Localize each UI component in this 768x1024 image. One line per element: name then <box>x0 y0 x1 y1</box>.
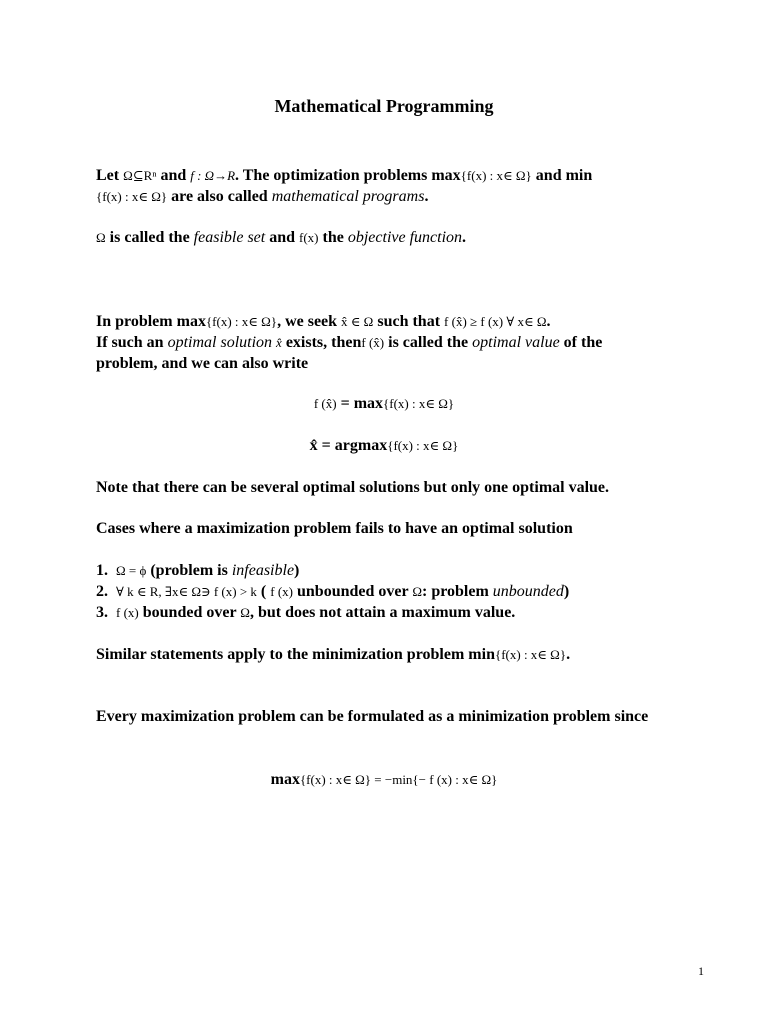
math-fx: f (x) <box>116 605 139 620</box>
text-problem: : problem <box>421 583 489 600</box>
math-function-expr: f : Ω→R <box>190 168 236 183</box>
text-no-maximum: , but does not attain a maximum value. <box>249 604 516 621</box>
term-objective-function: objective function <box>347 229 463 246</box>
text-in-problem-max: In problem max <box>96 313 206 330</box>
math-max: max <box>270 771 300 788</box>
paragraph-cases-intro: Cases where a maximization problem fails to have an optimal solution <box>96 520 573 537</box>
term-optimal-value: optimal value <box>472 334 560 351</box>
text-bounded-over: bounded over <box>142 604 237 621</box>
paragraph-feasible-set <box>96 228 466 248</box>
text-problem-is: (problem is <box>150 562 228 579</box>
paragraph-let-line1 <box>96 166 592 186</box>
text-period: . <box>462 229 467 246</box>
text-of-the: of the <box>563 334 603 351</box>
math-fx: f(x) <box>299 230 319 245</box>
math-omega: Ω <box>412 584 422 599</box>
text-and-min: and min <box>535 167 593 184</box>
text-we-seek: , we seek <box>277 313 338 330</box>
math-max-expr: {f(x) : x∈ Ω} <box>460 168 532 183</box>
math-min-expr: {f(x) : x∈ Ω} <box>96 189 168 204</box>
list-item-case-2 <box>96 582 569 602</box>
page-number: 1 <box>698 964 704 978</box>
equation-max <box>0 394 768 414</box>
text-similar-statements: Similar statements apply to the minimization problem min <box>96 646 495 663</box>
math-max-set: {f(x) : x∈ Ω} <box>383 396 455 411</box>
paragraph-optimal-line1 <box>96 333 602 353</box>
math-xhat: x̂ <box>276 335 282 350</box>
text-if-such-an: If such an <box>96 334 164 351</box>
math-omega: Ω <box>96 230 106 245</box>
math-omega: Ω <box>240 605 250 620</box>
math-max-min-identity: {f(x) : x∈ Ω} = −min{− f (x) : x∈ Ω} <box>299 772 498 787</box>
text-let: Let <box>96 167 120 184</box>
math-set-expr: Ω⊆Rⁿ <box>123 168 157 183</box>
math-fx: f (x) <box>270 584 293 599</box>
math-inequality: f (x̂) ≥ f (x) ∀ x∈ Ω <box>444 314 547 329</box>
equation-argmax <box>0 436 768 456</box>
term-unbounded: unbounded <box>492 583 564 600</box>
text-optimization-problems: . The optimization problems max <box>235 167 461 184</box>
page-title: Mathematical Programming <box>274 96 494 116</box>
math-empty-set: Ω = ϕ <box>116 563 147 578</box>
math-xhat-in-omega: x̂ ∈ Ω <box>341 314 374 329</box>
math-max-expr: {f(x) : x∈ Ω} <box>205 314 278 329</box>
text-is-called-the: is called the <box>109 229 190 246</box>
equation-max-min <box>0 770 768 790</box>
paragraph-optimal-line2: problem, and we can also write <box>96 355 309 372</box>
math-unbounded-condition: ∀ k ∈ R, ∃x∈ Ω∋ f (x) > k <box>116 584 257 599</box>
text-is-called-the: is called the <box>388 334 469 351</box>
math-eq-argmax: = argmax <box>321 437 388 454</box>
list-item-case-1 <box>96 561 299 581</box>
text-exists-then: exists, then <box>285 334 362 351</box>
math-min-set: {f(x) : x∈ Ω} <box>494 647 567 662</box>
math-xhat: x̂ <box>309 437 318 454</box>
math-fxhat: f (x̂) <box>313 396 337 411</box>
term-optimal-solution: optimal solution <box>167 334 273 351</box>
term-mathematical-programs: mathematical programs <box>271 188 425 205</box>
math-fxhat: f (x̂) <box>361 335 385 350</box>
paragraph-let-line2 <box>96 187 428 207</box>
text-period: . <box>546 313 551 330</box>
text-period: . <box>566 646 571 663</box>
paragraph-every-max: Every maximization problem can be formulated as a minimization problem since <box>96 708 649 725</box>
text-open-paren: ( <box>260 583 267 600</box>
text-close-paren: ) <box>294 562 300 579</box>
paragraph-problem-max <box>96 312 551 332</box>
text-and: and <box>269 229 296 246</box>
list-number: 1. <box>96 562 108 579</box>
math-eq-max: = max <box>340 395 384 412</box>
text-close-paren: ) <box>563 583 570 600</box>
paragraph-note: Note that there can be several optimal solutions but only one optimal value. <box>96 479 610 496</box>
text-unbounded-over: unbounded over <box>297 583 409 600</box>
list-number: 2. <box>96 583 108 600</box>
paragraph-similar <box>96 645 570 665</box>
text-period: . <box>424 188 429 205</box>
list-item-case-3 <box>96 603 515 623</box>
term-feasible-set: feasible set <box>193 229 266 246</box>
text-and: and <box>160 167 187 184</box>
math-argmax-set: {f(x) : x∈ Ω} <box>387 438 459 453</box>
text-also-called: are also called <box>171 188 268 205</box>
list-number: 3. <box>96 604 108 621</box>
text-the: the <box>322 229 344 246</box>
text-such-that: such that <box>377 313 441 330</box>
term-infeasible: infeasible <box>231 562 295 579</box>
